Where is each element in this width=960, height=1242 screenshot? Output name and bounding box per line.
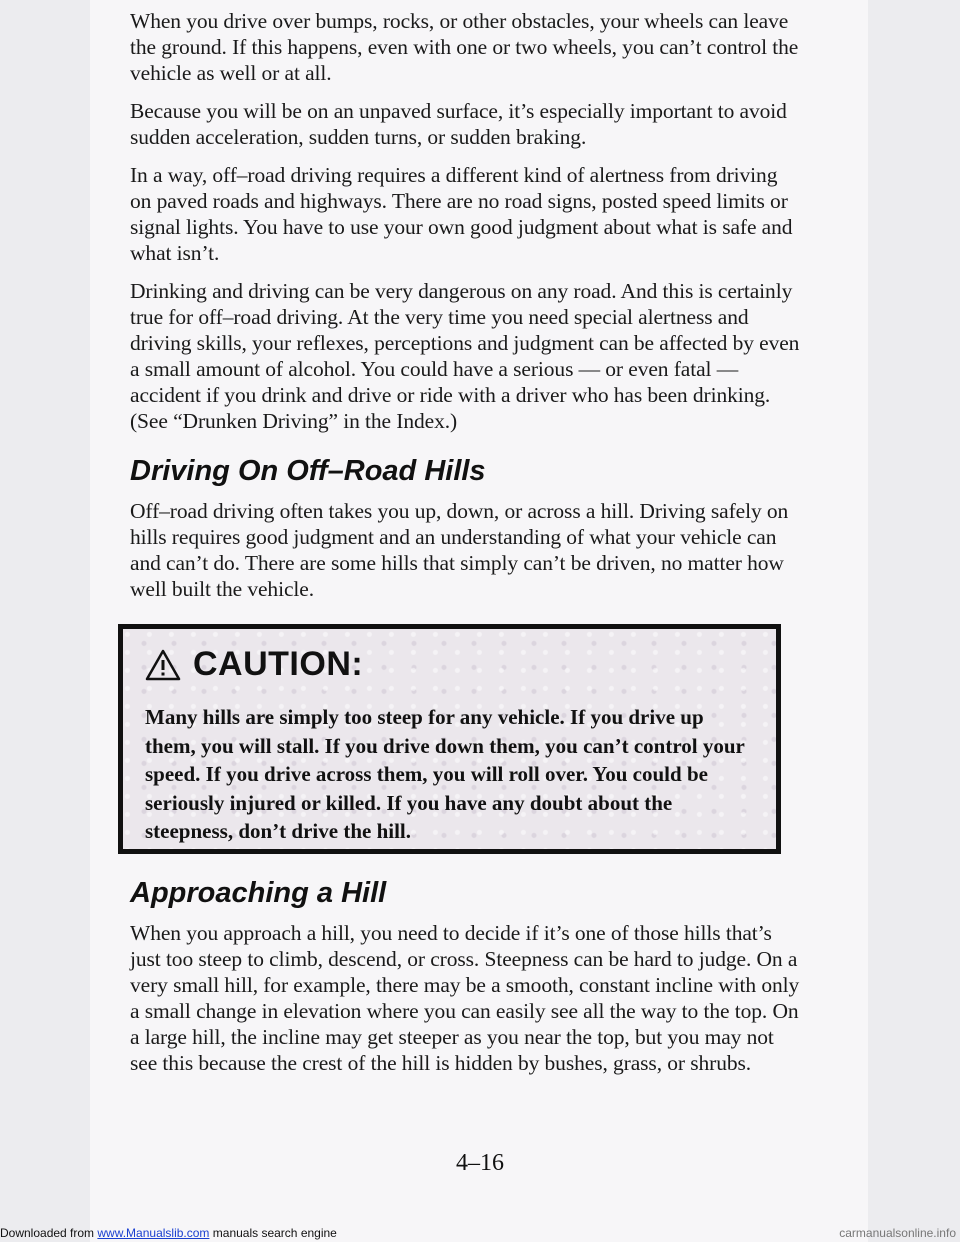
intro-paragraph-1: When you drive over bumps, rocks, or other obstacles, your wheels can leave the ground. If this happens, even with one or two wheels, you can’t control the vehicle as well or at all. (130, 9, 799, 85)
watermark: carmanualsonline.info (839, 1226, 956, 1240)
hills-paragraph: Off–road driving often takes you up, down, or across a hill. Driving safely on hills requires good judgment and an understanding of what your vehicle can and can’t do. There are some hills that simply can’t be driven, no matter how well built the vehicle. (130, 499, 789, 601)
footer-prefix: Downloaded from (0, 1226, 98, 1240)
caution-box (118, 624, 781, 854)
intro-paragraph-3: In a way, off–road driving requires a different kind of alertness from driving on paved roads and highways. There are no road signs, posted speed limits or signal lights. You have to use your own good judgment about what is safe and what isn’t. (130, 163, 793, 265)
right-margin-strip (868, 0, 960, 1242)
footer-suffix: manuals search engine (209, 1226, 337, 1240)
approach-paragraph: When you approach a hill, you need to decide if it’s one of those hills that’s just too steep to climb, descend, or cross. Steepness can be hard to judge. On a very small hill, for example, there may be a smooth, constant incline with only a small change in elevation where you can easily see all the way to the top. On a large hill, the incline may get steeper as you near the top, but you may not see this because the crest of the hill is hidden by bushes, grass, or shrubs. (130, 921, 800, 1075)
page-content (130, 8, 800, 1088)
section-heading-approach: Approaching a Hill (130, 877, 387, 909)
intro-paragraph-4: Drinking and driving can be very dangerous on any road. And this is certainly true for off–road driving. At the very time you need special alertness and driving skills, your reflexes, perceptions and judgment can be affected by even a small amount of alcohol. You could have a serious — or even fatal — accident if you drink and drive or ride with a driver who has been drinking. (See “Drunken Driving” in the Index.) (130, 279, 800, 433)
section-heading-hills: Driving On Off–Road Hills (130, 455, 486, 487)
caution-title: CAUTION: (193, 645, 364, 683)
manualslib-link[interactable]: www.Manualslib.com (97, 1226, 210, 1240)
caution-text: Many hills are simply too steep for any vehicle. If you drive up them, you will stall. If you drive down them, you can’t control your speed. If you drive across them, you will roll over. You could be seriously injured or killed. If you have any doubt about the steepness, don’t drive the hill. (145, 705, 745, 843)
left-margin-strip (0, 0, 90, 1242)
download-footer (0, 1226, 337, 1240)
page-number: 4–16 (456, 1150, 504, 1176)
caution-title-row (145, 645, 363, 684)
intro-paragraph-2: Because you will be on an unpaved surface, it’s especially important to avoid sudden acceleration, sudden turns, or sudden braking. (130, 99, 787, 149)
warning-triangle-icon (145, 649, 181, 681)
